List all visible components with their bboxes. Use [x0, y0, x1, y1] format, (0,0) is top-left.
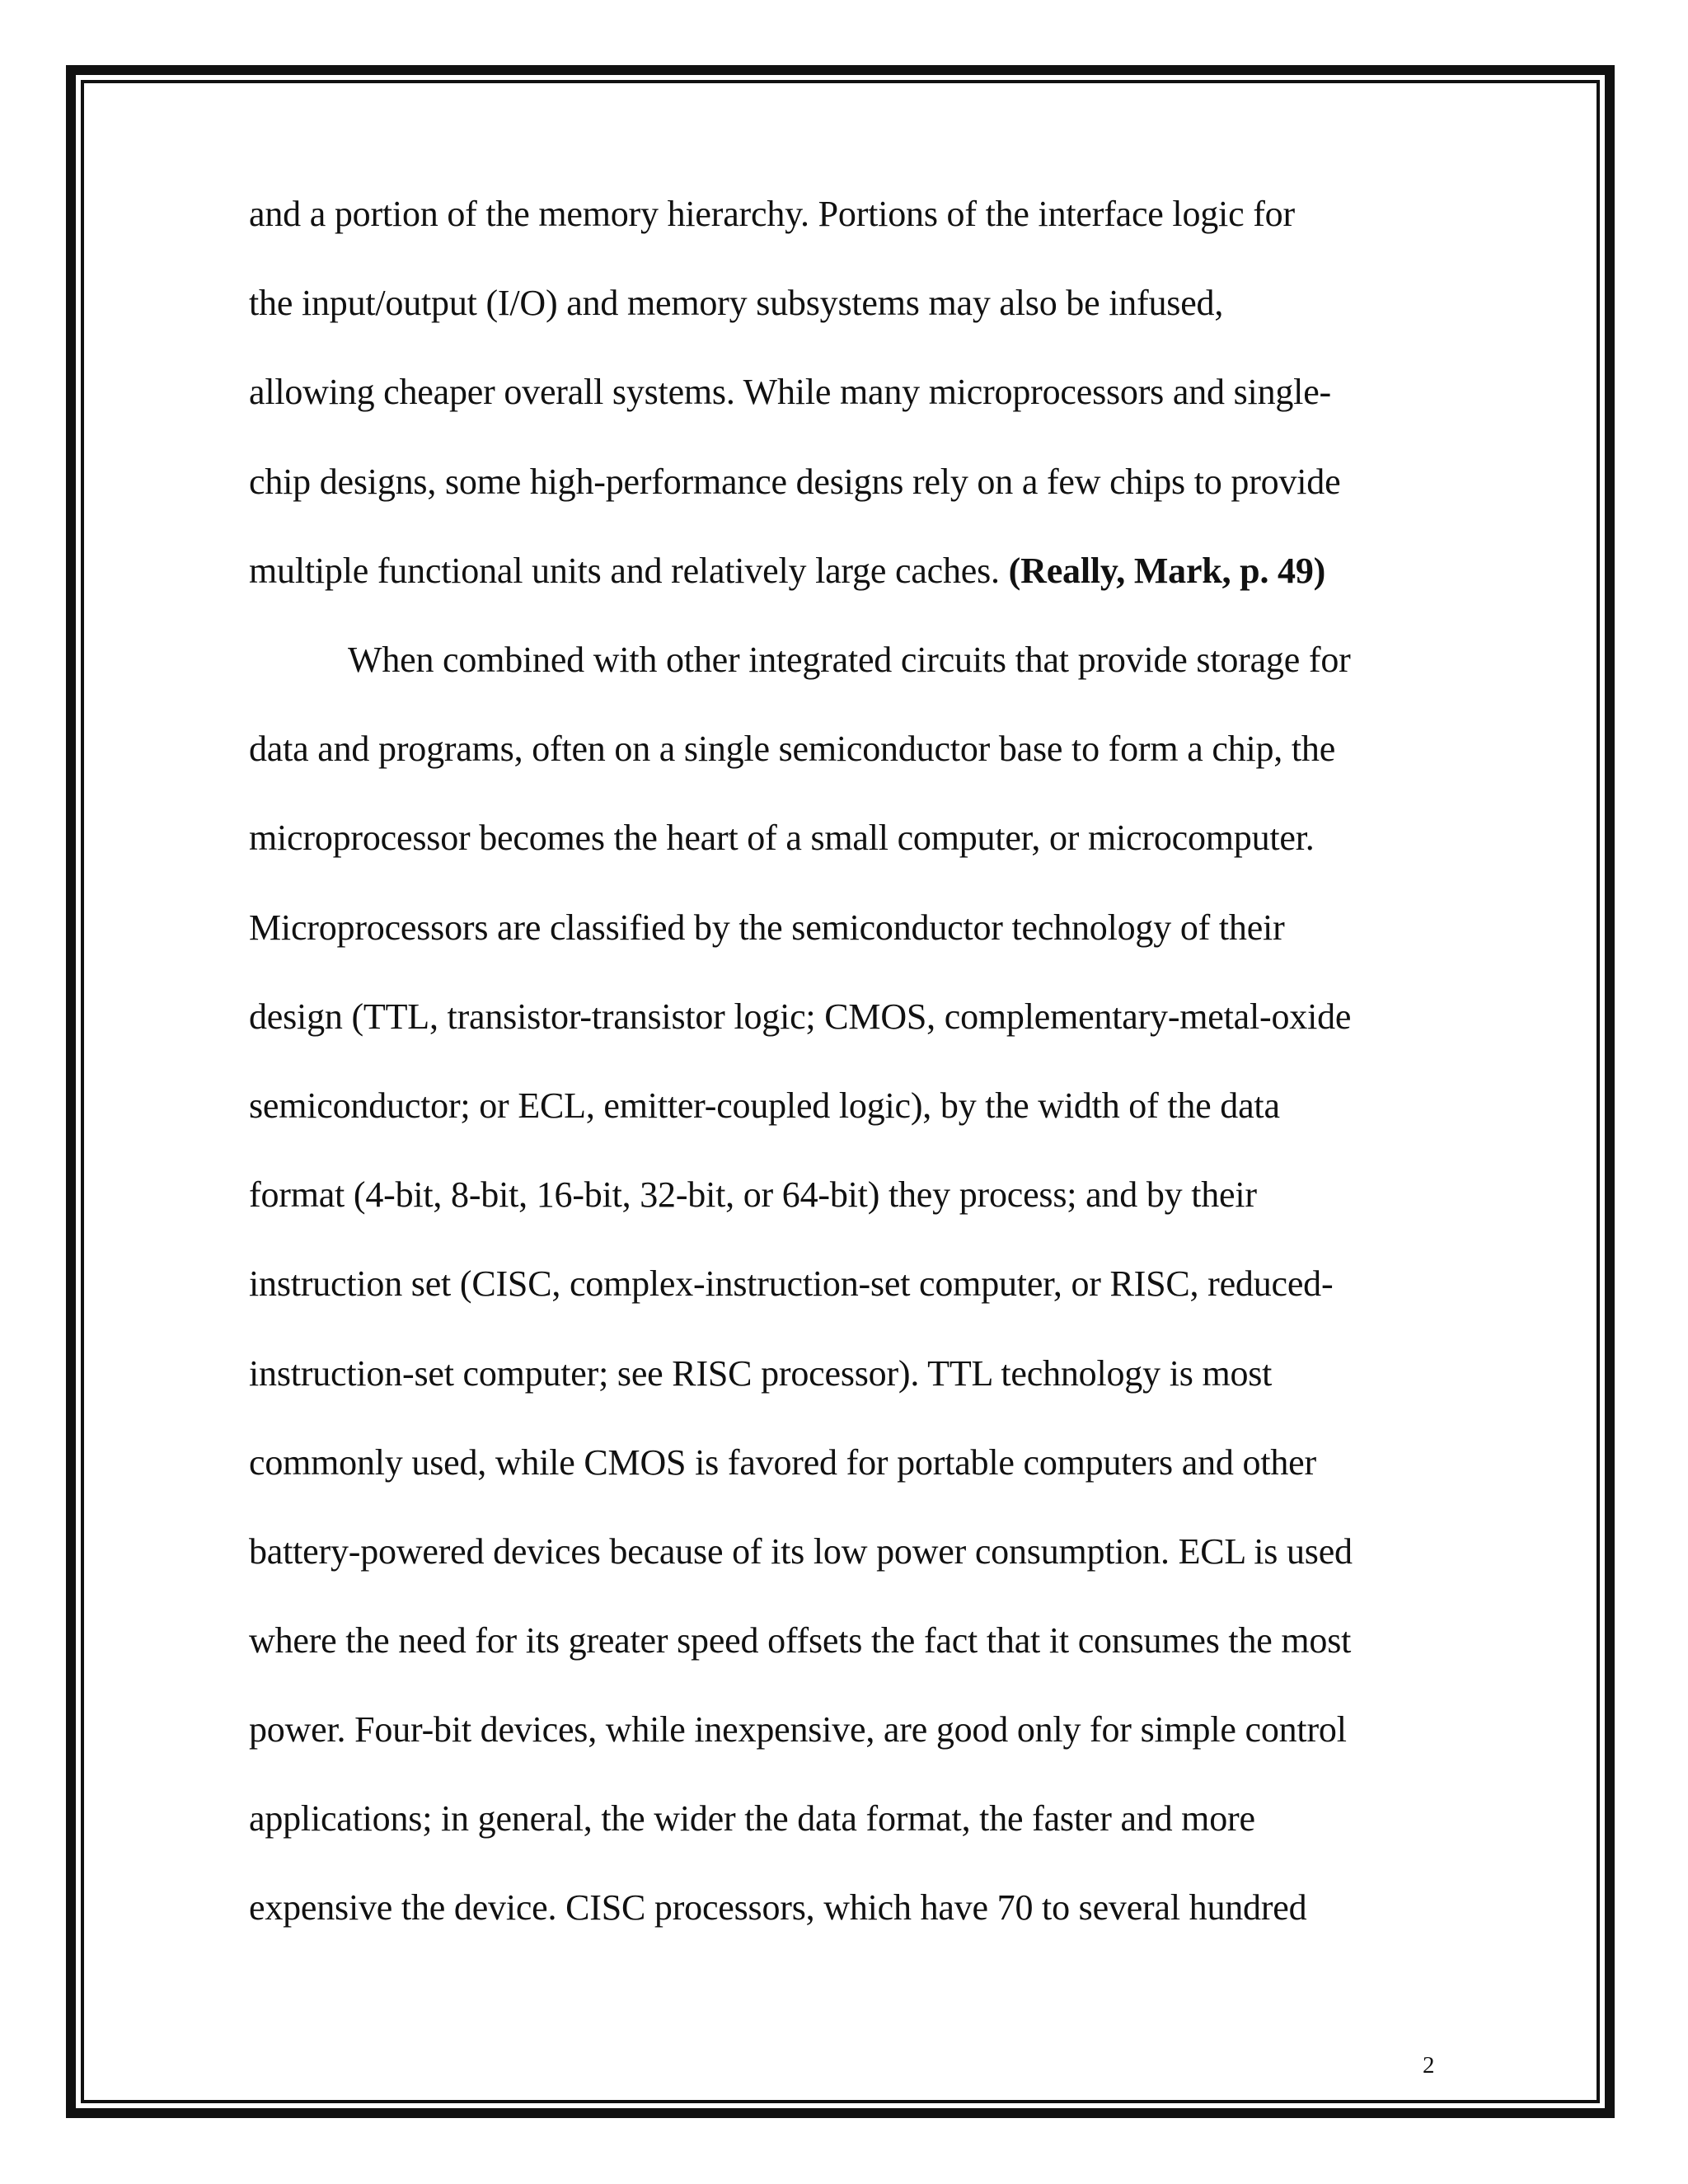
- text-line: the input/output (I/O) and memory subsystems may also be infused,: [249, 283, 1224, 323]
- text-line: format (4-bit, 8-bit, 16-bit, 32-bit, or 64-bit) they process; and by their: [249, 1174, 1257, 1215]
- text-line: instruction set (CISC, complex-instruction-set computer, or RISC, reduced-: [249, 1263, 1334, 1304]
- citation: (Really, Mark, p. 49): [1008, 551, 1326, 591]
- text-line: allowing cheaper overall systems. While many microprocessors and single-: [249, 372, 1331, 412]
- text-line-fragment: multiple functional units and relatively large caches.: [249, 551, 1009, 591]
- text-line-with-citation: [249, 546, 1325, 596]
- text-line: power. Four-bit devices, while inexpensive, are good only for simple control: [249, 1709, 1347, 1750]
- text-line: microprocessor becomes the heart of a small computer, or microcomputer.: [249, 818, 1315, 858]
- text-line: where the need for its greater speed offsets the fact that it consumes the most: [249, 1620, 1352, 1661]
- text-line: instruction-set computer; see RISC processor). TTL technology is most: [249, 1353, 1273, 1394]
- text-line: expensive the device. CISC processors, which have 70 to several hundred: [249, 1887, 1307, 1928]
- text-line: commonly used, while CMOS is favored for portable computers and other: [249, 1442, 1316, 1483]
- text-line: applications; in general, the wider the data format, the faster and more: [249, 1798, 1255, 1839]
- text-line: semiconductor; or ECL, emitter-coupled logic), by the width of the data: [249, 1085, 1280, 1126]
- page-number: 2: [1423, 2052, 1435, 2079]
- text-line: and a portion of the memory hierarchy. Portions of the interface logic for: [249, 194, 1295, 234]
- text-line: Microprocessors are classified by the semiconductor technology of their: [249, 907, 1285, 948]
- text-line: chip designs, some high-performance designs rely on a few chips to provide: [249, 462, 1341, 502]
- text-line: design (TTL, transistor-transistor logic; CMOS, complementary-metal-oxide: [249, 996, 1352, 1037]
- text-line-indented: When combined with other integrated circuits that provide storage for: [348, 640, 1351, 680]
- text-line: battery-powered devices because of its low power consumption. ECL is used: [249, 1531, 1353, 1572]
- text-line: data and programs, often on a single semiconductor base to form a chip, the: [249, 729, 1336, 769]
